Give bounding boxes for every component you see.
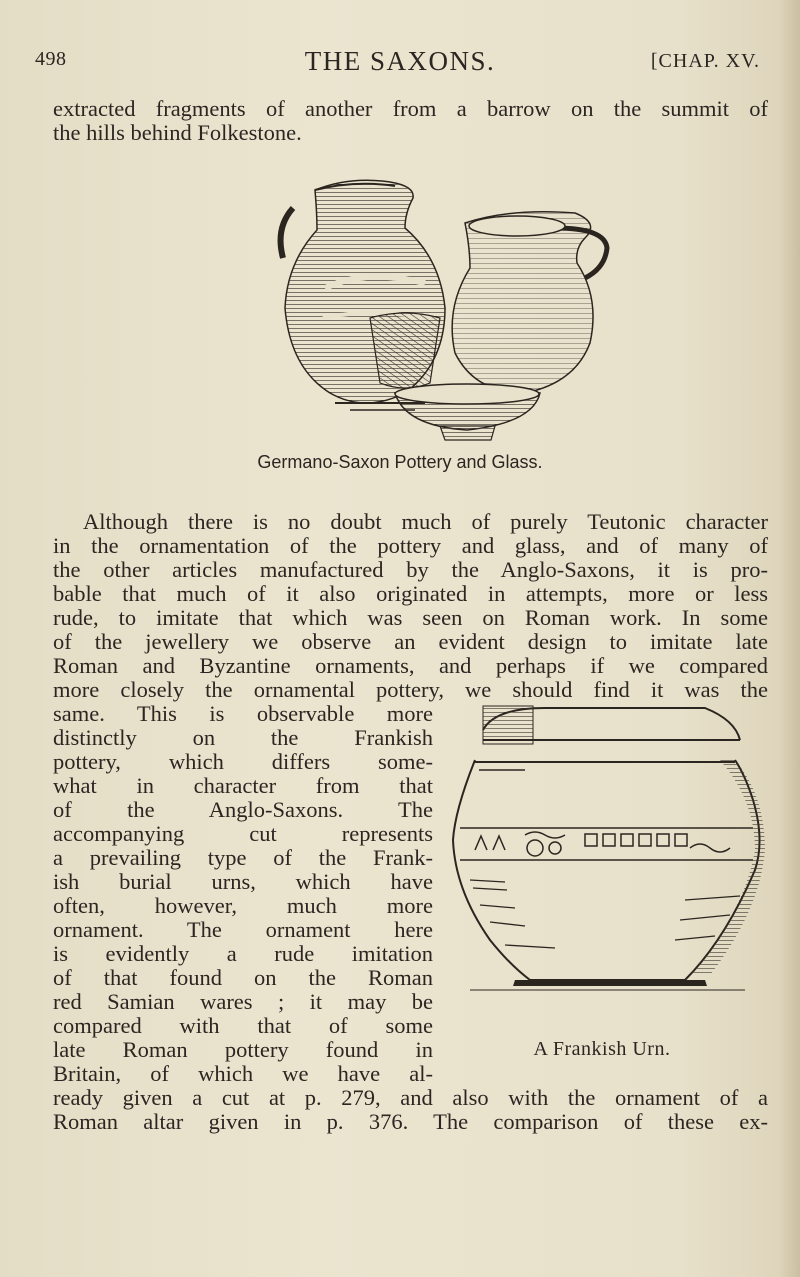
body-line: ornament. The ornament here xyxy=(53,917,433,942)
frankish-urn-illustration xyxy=(435,700,775,1030)
body-line: accompanying cut represents xyxy=(53,821,433,846)
body-line: ish burial urns, which have xyxy=(53,869,433,894)
body-line: ready given a cut at p. 279, and also with the ornament of a xyxy=(53,1085,768,1110)
body-line: Roman altar given in p. 376. The comparison of these ex- xyxy=(53,1109,768,1134)
body-line: red Samian wares ; it may be xyxy=(53,989,433,1014)
body-line: in the ornamentation of the pottery and glass, and of many of xyxy=(53,533,768,558)
body-line: same. This is observable more xyxy=(53,701,433,726)
intro-line-2: the hills behind Folkestone. xyxy=(53,120,302,145)
body-line: compared with that of some xyxy=(53,1013,433,1038)
body-line: is evidently a rude imitation xyxy=(53,941,433,966)
figure1-caption: Germano-Saxon Pottery and Glass. xyxy=(257,452,543,472)
intro-line-1: extracted fragments of another from a barrow on the summit of xyxy=(53,96,768,121)
body-line: rude, to imitate that which was seen on Roman work. In some xyxy=(53,605,768,630)
body-line: what in character from that xyxy=(53,773,433,798)
body-line: distinctly on the Frankish xyxy=(53,725,433,750)
chapter-marker: [CHAP. XV. xyxy=(650,50,760,72)
body-line: a prevailing type of the Frank- xyxy=(53,845,433,870)
page-number: 498 xyxy=(35,48,67,70)
body-line: the other articles manufactured by the Anglo-Saxons, it is pro- xyxy=(53,557,768,582)
running-title: THE SAXONS. xyxy=(304,46,496,76)
body-line: late Roman pottery found in xyxy=(53,1037,433,1062)
body-line: of that found on the Roman xyxy=(53,965,433,990)
body-line: often, however, much more xyxy=(53,893,433,918)
body-line: Although there is no doubt much of purely Teutonic character xyxy=(83,509,768,534)
figure2-caption: A Frankish Urn. xyxy=(533,1038,671,1060)
body-line: of the jewellery we observe an evident design to imitate late xyxy=(53,629,768,654)
body-line: Britain, of which we have al- xyxy=(53,1061,433,1086)
pottery-glass-illustration xyxy=(255,168,620,448)
body-line: pottery, which differs some- xyxy=(53,749,433,774)
page-header xyxy=(0,40,800,76)
body-line: Roman and Byzantine ornaments, and perhaps if we compared xyxy=(53,653,768,678)
body-line: of the Anglo-Saxons. The xyxy=(53,797,433,822)
body-line: bable that much of it also originated in attempts, more or less xyxy=(53,581,768,606)
page-edge-shadow xyxy=(778,0,800,1277)
body-line: more closely the ornamental pottery, we should find it was the xyxy=(53,677,768,702)
